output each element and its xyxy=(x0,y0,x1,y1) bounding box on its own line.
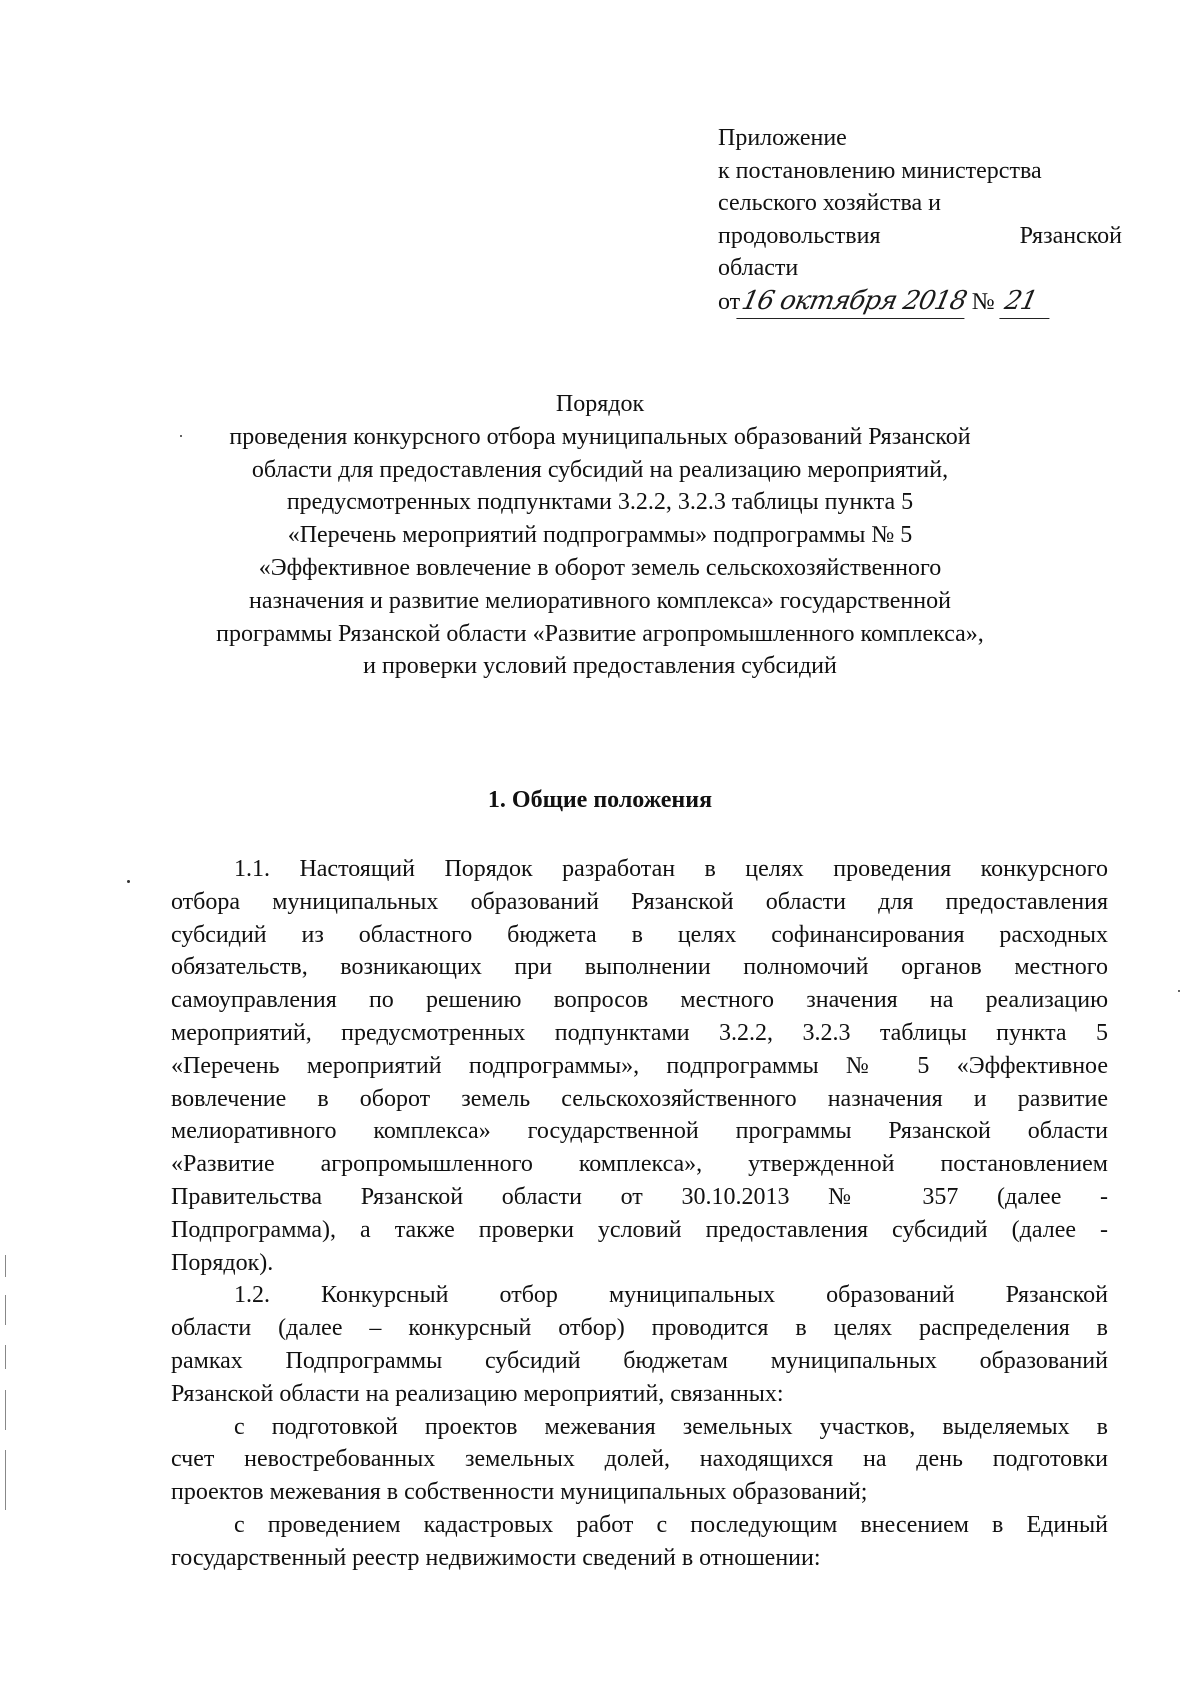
text-line: «Перечень мероприятий подпрограммы», подпрограммы № 5 «Эффективное xyxy=(171,1052,1108,1079)
title-heading: Порядок xyxy=(555,391,645,417)
title-line: области для предоставления субсидий на реализацию мероприятий, xyxy=(251,456,949,483)
text-line: Порядок). xyxy=(171,1249,274,1276)
text-line: Рязанской области на реализацию мероприятий, связанных: xyxy=(171,1380,784,1407)
handwritten-date: 16 октября 2018 xyxy=(737,285,972,319)
title-line: назначения и развитие мелиоративного комплекса» государственной xyxy=(249,587,951,614)
text-line: области (далее – конкурсный отбор) проводится в целях распределения в xyxy=(171,1315,1108,1342)
appendix-line: к постановлению министерства xyxy=(718,157,1042,184)
text-line: с проведением кадастровых работ с последующим внесением в Единый xyxy=(234,1511,1108,1538)
appendix-line xyxy=(718,220,1122,253)
text-line: «Развитие агропромышленного комплекса», утвержденной постановлением xyxy=(171,1151,1108,1178)
scan-edge-mark xyxy=(5,1390,6,1430)
text-line: рамках Подпрограммы субсидий бюджетам муниципальных образований xyxy=(171,1347,1108,1374)
scan-edge-mark xyxy=(5,1345,6,1369)
signature-line xyxy=(718,285,1128,319)
text-line: вовлечение в оборот земель сельскохозяйственного назначения и развитие xyxy=(171,1085,1108,1112)
text-line: 1.1. Настоящий Порядок разработан в целях проведения конкурсного xyxy=(234,856,1108,882)
text-line: с подготовкой проектов межевания земельных участков, выделяемых в xyxy=(234,1413,1108,1440)
document-title xyxy=(150,388,1050,683)
paragraph-cadastral xyxy=(171,1509,1108,1575)
title-line: предусмотренных подпунктами 3.2.2, 3.2.3 таблицы пункта 5 xyxy=(286,489,914,516)
title-line: программы Рязанской области «Развитие агропромышленного комплекса», xyxy=(216,620,984,647)
text-line: государственный реестр недвижимости сведений в отношении: xyxy=(171,1544,821,1571)
text-line: отбора муниципальных образований Рязанской области для предоставления xyxy=(171,888,1108,915)
appendix-title: Приложение xyxy=(718,125,847,151)
paragraph-1-2 xyxy=(171,1279,1108,1410)
handwritten-number: 21 xyxy=(999,285,1056,319)
text-line: счет невостребованных земельных долей, находящихся на день подготовки xyxy=(171,1446,1108,1473)
scan-speck xyxy=(1178,990,1180,992)
title-line: проведения конкурсного отбора муниципальных образований Рязанской xyxy=(229,423,971,450)
text-line: мероприятий, предусмотренных подпунктами 3.2.2, 3.2.3 таблицы пункта 5 xyxy=(171,1019,1108,1046)
section-heading: 1. Общие положения xyxy=(487,787,713,813)
text-line: субсидий из областного бюджета в целях софинансирования расходных xyxy=(171,921,1108,948)
appendix-word: продовольствия xyxy=(718,222,881,249)
title-line: «Перечень мероприятий подпрограммы» подпрограммы № 5 xyxy=(287,522,913,549)
text-line: обязательств, возникающих при выполнении полномочий органов местного xyxy=(171,954,1108,981)
scan-edge-mark xyxy=(5,1450,6,1510)
scan-edge-mark xyxy=(5,1255,6,1277)
number-label: № xyxy=(971,288,995,315)
text-line: Правительства Рязанской области от 30.10.2013 № 357 (далее - xyxy=(171,1183,1108,1210)
text-line: мелиоративного комплекса» государственной программы Рязанской области xyxy=(171,1118,1108,1145)
text-line: проектов межевания в собственности муниципальных образований; xyxy=(171,1479,868,1506)
appendix-word: Рязанской xyxy=(1019,222,1122,249)
date-prefix: от xyxy=(718,288,741,315)
paragraph-survey xyxy=(171,1411,1108,1509)
scan-speck xyxy=(180,435,182,437)
text-line: 1.2. Конкурсный отбор муниципальных образований Рязанской xyxy=(234,1282,1108,1309)
text-line: Подпрограмма), а также проверки условий предоставления субсидий (далее - xyxy=(171,1216,1108,1243)
appendix-line: сельского хозяйства и xyxy=(718,190,941,216)
scan-edge-mark xyxy=(5,1295,6,1325)
appendix-line: области xyxy=(718,255,799,281)
section-body xyxy=(171,853,1108,1575)
scan-speck xyxy=(127,880,130,883)
paragraph-1-1 xyxy=(171,853,1108,1279)
text-line: самоуправления по решению вопросов местного значения на реализацию xyxy=(171,987,1108,1014)
title-line: и проверки условий предоставления субсидий xyxy=(363,653,837,680)
title-line: «Эффективное вовлечение в оборот земель сельскохозяйственного xyxy=(258,554,942,581)
appendix-header xyxy=(718,122,1128,318)
